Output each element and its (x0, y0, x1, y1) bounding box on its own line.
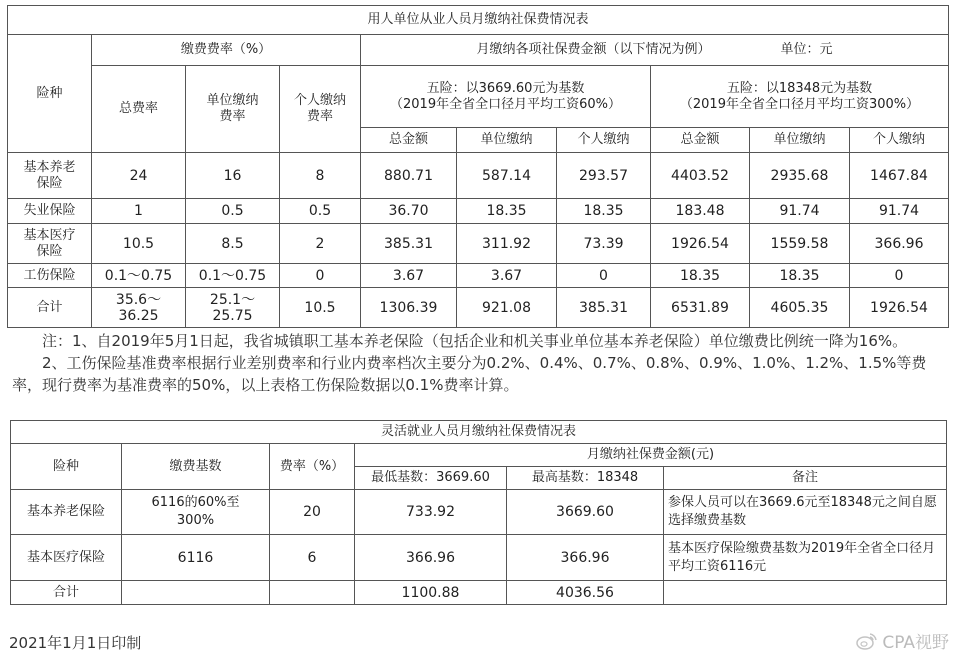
cell-min: 733.92 (355, 490, 507, 535)
cell: 0.1～0.75 (186, 264, 280, 288)
cell: 293.57 (557, 153, 651, 199)
header-total-amount-low: 总金额 (361, 128, 457, 153)
cell: 0 (850, 264, 949, 288)
cell: 587.14 (457, 153, 557, 199)
cell: 0.1～0.75 (92, 264, 186, 288)
cell: 35.6～ 36.25 (92, 288, 186, 328)
employer-insurance-table (7, 5, 949, 328)
cell: 10.5 (280, 288, 361, 328)
cell: 183.48 (651, 199, 750, 224)
header-personal-pay-high: 个人缴纳 (850, 128, 949, 153)
cell: 0 (280, 264, 361, 288)
cell: 1306.39 (361, 288, 457, 328)
cell: 36.70 (361, 199, 457, 224)
watermark-text: CPA视野 (882, 633, 949, 653)
table-row-total (8, 288, 949, 328)
notes-block (12, 330, 942, 396)
header-amount-group (361, 35, 949, 66)
cell: 0.5 (186, 199, 280, 224)
header-employer-pay-low: 单位缴纳 (457, 128, 557, 153)
watermark (856, 628, 949, 653)
cell: 18.35 (750, 264, 850, 288)
header-base: 缴费基数 (122, 444, 270, 490)
cell: 0.5 (280, 199, 361, 224)
row-label: 失业保险 (8, 199, 92, 224)
header-min-base: 最低基数：3669.60 (355, 467, 507, 490)
cell: 8.5 (186, 224, 280, 264)
cell-rate (270, 581, 355, 605)
cell: 4403.52 (651, 153, 750, 199)
cell-remark (664, 581, 947, 605)
row-label: 基本养老 保险 (8, 153, 92, 199)
cell: 1559.58 (750, 224, 850, 264)
header-insurance-type: 险种 (11, 444, 122, 490)
cell: 8 (280, 153, 361, 199)
unit-label: 单位：元 (780, 42, 833, 57)
cell: 18.35 (457, 199, 557, 224)
header-employer-rate: 单位缴纳 费率 (186, 66, 280, 153)
cell-rate: 20 (270, 490, 355, 535)
cell: 24 (92, 153, 186, 199)
cell: 1926.54 (850, 288, 949, 328)
header-personal-rate: 个人缴纳 费率 (280, 66, 361, 153)
note-2: 2、工伤保险基准费率根据行业差别费率和行业内费率档次主要分为0.2%、0.4%、0.7%、0.8%、0.9%、1.0%、1.2%、1.5%等费率，现行费率为基准费率的50%，以上表格工伤保险数据以0.1%费率计算。 (12, 354, 927, 394)
cell: 91.74 (850, 199, 949, 224)
header-total-amount-high: 总金额 (651, 128, 750, 153)
cell: 385.31 (557, 288, 651, 328)
row-label: 基本医疗保险 (11, 535, 122, 581)
cell: 0 (557, 264, 651, 288)
cell-base (122, 581, 270, 605)
cell: 921.08 (457, 288, 557, 328)
row-label: 合计 (11, 581, 122, 605)
cell: 2935.68 (750, 153, 850, 199)
cell: 73.39 (557, 224, 651, 264)
cell-base: 6116 (122, 535, 270, 581)
header-employer-pay-high: 单位缴纳 (750, 128, 850, 153)
cell: 1 (92, 199, 186, 224)
cell-max: 3669.60 (507, 490, 664, 535)
flexible-employment-table (10, 420, 947, 605)
cell-max: 366.96 (507, 535, 664, 581)
cell-min: 1100.88 (355, 581, 507, 605)
cell: 1467.84 (850, 153, 949, 199)
cell-remark: 参保人员可以在3669.6元至18348元之间自愿选择缴费基数 (664, 490, 947, 535)
cell: 2 (280, 224, 361, 264)
cell-max: 4036.56 (507, 581, 664, 605)
header-base-low: 五险：以3669.60元为基数 （2019年全省全口径月平均工资60%） (361, 66, 651, 128)
cell: 4605.35 (750, 288, 850, 328)
cell-min: 366.96 (355, 535, 507, 581)
table-row (8, 224, 949, 264)
print-date: 2021年1月1日印制 (9, 634, 142, 652)
cell: 18.35 (651, 264, 750, 288)
header-insurance-type: 险种 (8, 35, 92, 153)
table-row (11, 535, 947, 581)
header-rate-group: 缴费费率（%） (92, 35, 361, 66)
cell: 880.71 (361, 153, 457, 199)
cell: 16 (186, 153, 280, 199)
cell-remark: 基本医疗保险缴费基数为2019年全省全口径月平均工资6116元 (664, 535, 947, 581)
header-rate: 费率（%） (270, 444, 355, 490)
table-row-total (11, 581, 947, 605)
table1-title: 用人单位从业人员月缴纳社保费情况表 (8, 6, 949, 35)
cell-base: 6116的60%至 300% (122, 490, 270, 535)
cell: 3.67 (361, 264, 457, 288)
cell: 3.67 (457, 264, 557, 288)
cell: 91.74 (750, 199, 850, 224)
header-total-rate: 总费率 (92, 66, 186, 153)
header-personal-pay-low: 个人缴纳 (557, 128, 651, 153)
cell: 366.96 (850, 224, 949, 264)
row-label: 合计 (8, 288, 92, 328)
cell: 6531.89 (651, 288, 750, 328)
header-max-base: 最高基数：18348 (507, 467, 664, 490)
cell: 10.5 (92, 224, 186, 264)
table2-title: 灵活就业人员月缴纳社保费情况表 (11, 421, 947, 444)
cell: 1926.54 (651, 224, 750, 264)
cell: 25.1～25.75 (186, 288, 280, 328)
cell: 18.35 (557, 199, 651, 224)
row-label: 基本医疗 保险 (8, 224, 92, 264)
table-row (8, 153, 949, 199)
cell: 311.92 (457, 224, 557, 264)
amount-group-label: 月缴纳各项社保费金额（以下情况为例） (476, 42, 711, 57)
weibo-icon (856, 632, 878, 650)
cell-rate: 6 (270, 535, 355, 581)
row-label: 基本养老保险 (11, 490, 122, 535)
header-amount-group: 月缴纳社保费金额(元) (355, 444, 947, 467)
table-row (8, 199, 949, 224)
header-base-high: 五险：以18348元为基数 （2019年全省全口径月平均工资300%） (651, 66, 949, 128)
header-remark: 备注 (664, 467, 947, 490)
table-row (8, 264, 949, 288)
note-1: 注：1、自2019年5月1日起，我省城镇职工基本养老保险（包括企业和机关事业单位基本养老保险）单位缴费比例统一降为16%。 (42, 332, 908, 350)
cell: 385.31 (361, 224, 457, 264)
row-label: 工伤保险 (8, 264, 92, 288)
table-row (11, 490, 947, 535)
